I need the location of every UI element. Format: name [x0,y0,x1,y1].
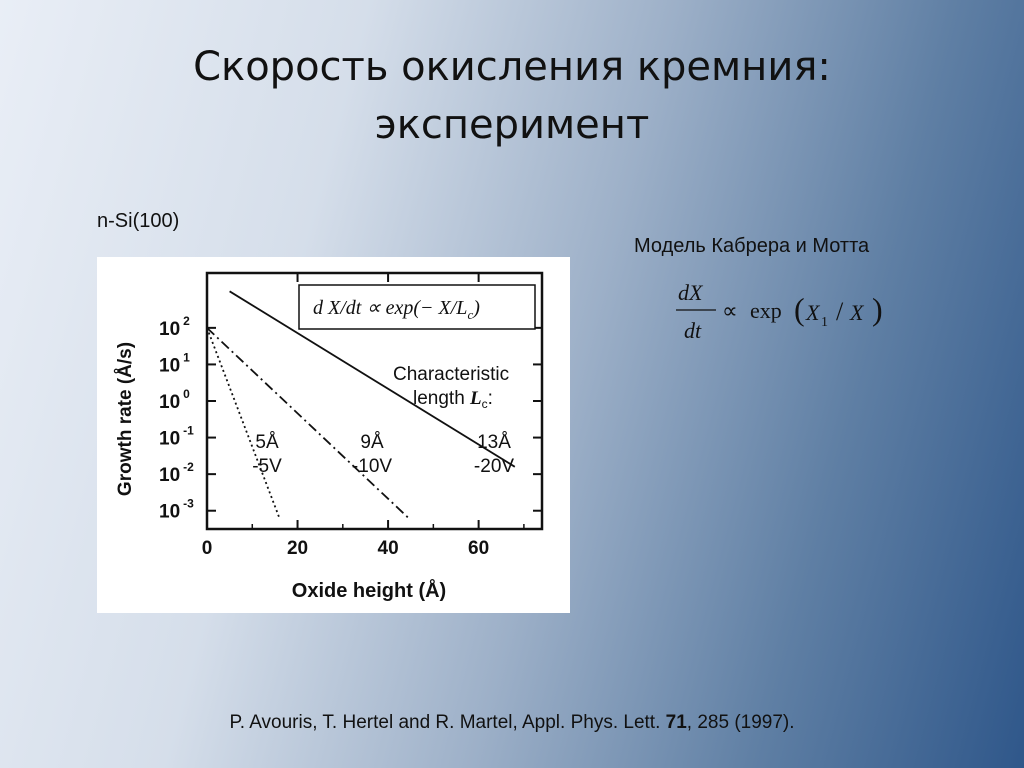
inset-formula-text: d $X/dt \propto \exp(- X/L_c)$ [313,297,480,322]
formula-arg-den: X [850,300,864,325]
citation-authors: P. Avouris, T. Hertel and R. Martel, Appl. Phys. Lett. [229,712,661,733]
annotation-line1: Characteristic [393,364,510,385]
formula-arg-var: X [806,300,820,325]
model-formula [670,276,910,346]
y-axis-label: Growth rate (Å/s) [115,341,136,497]
formula-arg-sub: 1 [821,315,828,330]
inset-formula-close: ) [473,297,480,319]
chart-svg [97,257,570,613]
formula-proportional: ∝ [722,298,738,323]
formula-numerator: dX [678,280,703,305]
formula-slash: / [836,297,844,326]
annotation-sub: c [481,397,488,411]
annotation-symbol: L [470,388,482,409]
x-tick-label: 20 [286,538,309,559]
x-tick-label: 40 [377,538,399,559]
annotation-colon: : [487,388,493,409]
y-tick-label: 10 $^{-3}$ [159,496,194,523]
annotation-line2: length $L_c$: [413,388,493,411]
y-tick-label: 10 $^1$ [159,350,190,377]
slide-title [0,38,1024,154]
series-line-9A [207,328,409,518]
inset-formula-sub: c [467,307,474,322]
series-label-length: 13Å [477,432,511,453]
slide-title-line1: Скорость окисления кремния: [193,44,831,90]
slide-title-line2: эксперимент [374,102,650,148]
y-tick-label: 10 $^{-2}$ [159,460,194,487]
sample-label: n-Si(100) [97,210,180,232]
x-tick-label: 60 [468,538,490,559]
model-label: Модель Кабрера и Мотта [634,235,870,257]
formula-func: exp [750,298,782,323]
citation-rest: , 285 (1997). [686,712,795,733]
x-axis-label: Oxide height (Å) [291,580,447,602]
x-tick-label: 0 [201,538,213,559]
citation-volume: 71 [665,712,687,733]
series-label-voltage: -10V [351,456,393,477]
y-tick-label: 10 $^2$ [159,313,190,340]
growth-rate-chart [97,257,570,613]
series-line-5A [207,328,279,518]
formula-paren-close: ) [872,291,883,327]
formula-paren-open: ( [794,291,805,327]
series-label-length: 9Å [360,432,384,453]
series-label-voltage: -5V [252,456,282,477]
y-tick-label: 10 $^0$ [159,387,190,413]
y-tick-label: 10 $^{-1}$ [159,423,194,450]
formula-denominator: dt [684,318,702,343]
series-label-voltage: -20V [473,456,515,477]
series-label-length: 5Å [255,432,279,453]
citation [0,712,1024,734]
